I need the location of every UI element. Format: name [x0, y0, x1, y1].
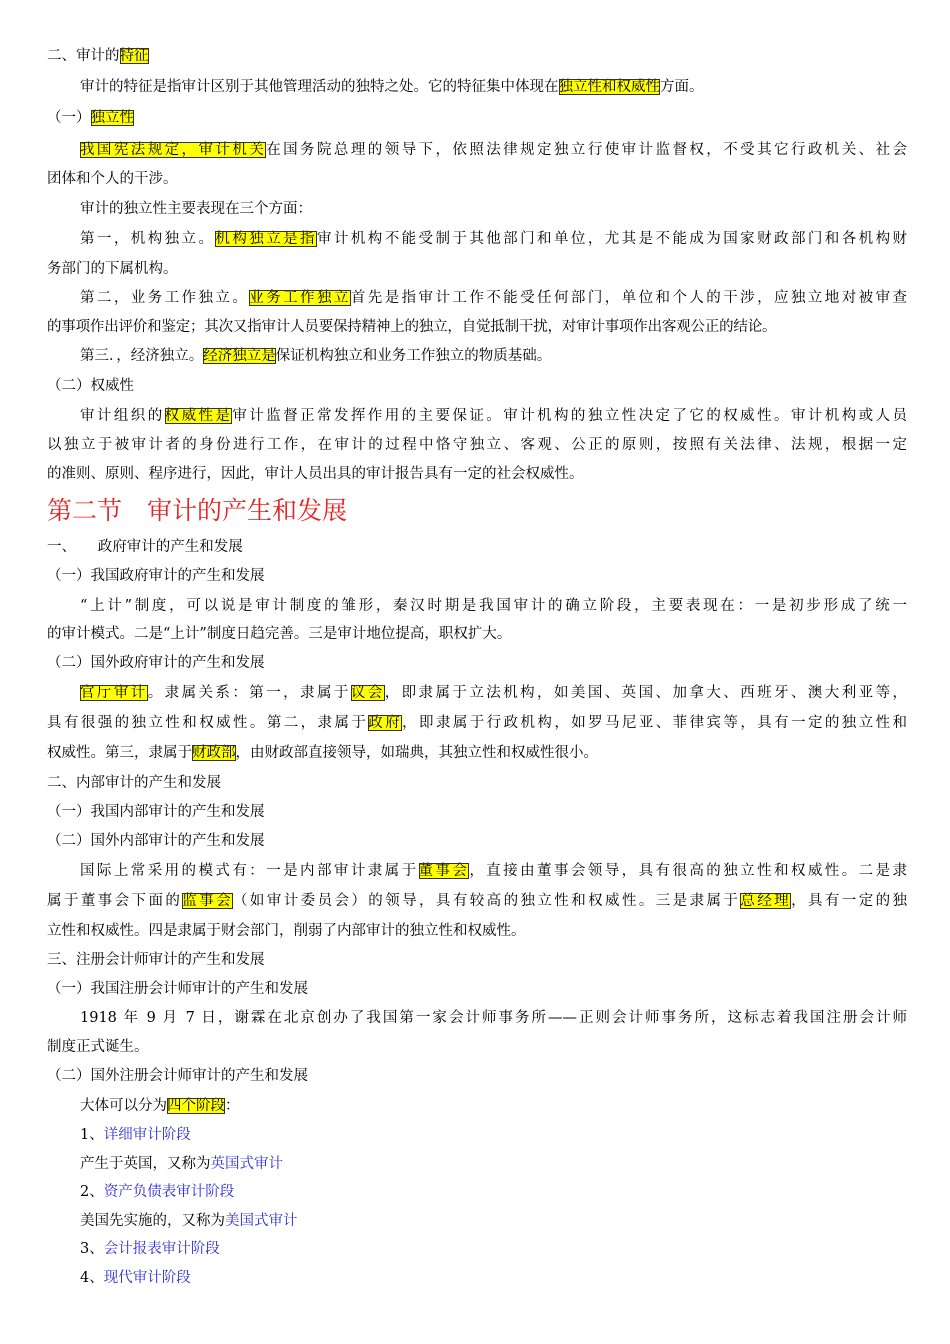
text: 制度正式诞生。 — [47, 1039, 149, 1055]
highlight: 经济独立是 — [203, 348, 276, 364]
paragraph — [80, 859, 907, 883]
text: 审计的独立性主要表现在三个方面： — [80, 201, 312, 217]
text: 1、 — [80, 1127, 104, 1143]
text: ： — [225, 1098, 240, 1114]
paragraph — [80, 344, 907, 368]
highlight: 官厅审计 — [80, 685, 148, 701]
text: 美国先实施的，又称为 — [80, 1213, 225, 1229]
paragraph — [80, 594, 907, 618]
heading-cpa-audit — [47, 948, 907, 972]
highlight: 议会 — [350, 685, 385, 701]
text: 的事项作出评价和鉴定；其次又指审计人员要保持精神上的独立，自觉抵制干扰，对审计事项作出客观公正的结论。 — [47, 319, 777, 335]
paragraph — [80, 1094, 907, 1118]
text: （二）权威性 — [47, 378, 134, 394]
text: 产生于英国，又称为 — [80, 1156, 211, 1172]
paragraph-line — [47, 257, 907, 281]
highlight: 总经理 — [740, 893, 792, 909]
text: （如审计委员会）的领导，具有较高的独立性和权威性。三是隶属于 — [233, 893, 741, 909]
text: （一） — [47, 110, 91, 126]
text: 的准则、原则、程序进行，因此，审计人员出具的审计报告具有一定的社会权威性。 — [47, 466, 584, 482]
highlight: 四个阶段 — [167, 1098, 225, 1114]
paragraph-line — [47, 889, 907, 913]
paragraph — [80, 404, 907, 428]
highlight: 独立性和权威性 — [558, 79, 660, 95]
highlight: 机构独立是指 — [215, 231, 317, 247]
paragraph-line — [47, 711, 907, 735]
text: ，由财政部直接领导，如瑞典，其独立性和权威性很小。 — [235, 745, 598, 761]
text: 4、 — [80, 1270, 104, 1286]
list-item — [80, 1266, 907, 1290]
paragraph — [80, 138, 907, 162]
subheading — [47, 1064, 907, 1088]
subheading — [47, 564, 907, 588]
text: （二）国外内部审计的产生和发展 — [47, 833, 265, 849]
text: 的审计模式。二是“上计”制度日趋完善。三是审计地位提高，职权扩大。 — [47, 626, 512, 642]
subheading-authority — [47, 374, 907, 398]
colored-text: 美国式审计 — [225, 1213, 298, 1229]
paragraph-line — [47, 167, 907, 191]
list-item-desc — [80, 1152, 907, 1176]
text: 。隶属关系：第一，隶属于 — [147, 685, 351, 701]
paragraph — [80, 227, 907, 251]
text: 2、 — [80, 1184, 104, 1200]
text: 方面。 — [660, 79, 704, 95]
text: 3、 — [80, 1241, 104, 1257]
list-item-desc — [80, 1209, 907, 1233]
text: 审计机构不能受制于其他部门和单位，尤其是不能成为国家财政部门和各机构财 — [316, 231, 907, 247]
highlight: 特征 — [119, 48, 149, 64]
list-item — [80, 1180, 907, 1204]
highlight: 财政部 — [192, 745, 236, 761]
text: ，即隶属于行政机构，如罗马尼亚、菲律宾等，具有一定的独立性和 — [402, 715, 907, 731]
paragraph-line — [47, 741, 907, 765]
text: 保证机构独立和业务工作独立的物质基础。 — [275, 348, 552, 364]
text: “上计”制度，可以说是审计制度的雏形，秦汉时期是我国审计的确立阶段，主要表现在：一是初步形成了统一 — [80, 598, 907, 614]
text: 具有很强的独立性和权威性。第二，隶属于 — [47, 715, 369, 731]
highlight: 业务工作独立 — [249, 290, 351, 306]
text: ，即隶属于立法机构，如美国、英国、加拿大、西班牙、澳大利亚等， — [384, 685, 907, 701]
colored-text: 英国式审计 — [210, 1156, 283, 1172]
text: （二）国外注册会计师审计的产生和发展 — [47, 1068, 308, 1084]
paragraph-line — [47, 315, 907, 339]
text: 大体可以分为 — [80, 1098, 167, 1114]
subheading — [47, 977, 907, 1001]
text: 二、内部审计的产生和发展 — [47, 775, 221, 791]
text: 1918 年 9 月 7 日，谢霖在北京创办了我国第一家会计师事务所——正则会计师事务所，这标志着我国注册会计师 — [80, 1010, 907, 1026]
text: 权威性。第三，隶属于 — [47, 745, 192, 761]
subheading — [47, 800, 907, 824]
text: ，具有一定的独 — [791, 893, 907, 909]
highlight: 独立性 — [90, 110, 134, 126]
heading-government-audit — [47, 535, 907, 559]
text: 第一，机构独立。 — [80, 231, 216, 247]
text: （一）我国政府审计的产生和发展 — [47, 568, 265, 584]
colored-text: 详细审计阶段 — [103, 1127, 191, 1143]
text: ，直接由董事会领导，具有很高的独立性和权威性。二是隶 — [469, 863, 907, 879]
text: 首先是指审计工作不能受任何部门，单位和个人的干涉，应独立地对被审查 — [350, 290, 907, 306]
highlight: 我国宪法规定，审计机关 — [80, 142, 267, 158]
paragraph-line — [47, 1035, 907, 1059]
paragraph-line — [47, 462, 907, 486]
paragraph — [80, 286, 907, 310]
subheading-independence — [47, 106, 907, 130]
paragraph — [80, 681, 907, 705]
section-title: 第二节 审计的产生和发展 — [47, 496, 348, 525]
text: 立性和权威性。四是隶属于财会部门，削弱了内部审计的独立性和权威性。 — [47, 923, 526, 939]
paragraph — [80, 1006, 907, 1030]
text: 审计组织的 — [80, 408, 165, 424]
highlight: 政府 — [368, 715, 403, 731]
text: 第二，业务工作独立。 — [80, 290, 250, 306]
text: 审计监督正常发挥作用的主要保证。审计机构的独立性决定了它的权威性。审计机构或人员 — [232, 408, 907, 424]
text: 二、审计的 — [47, 48, 120, 64]
paragraph-line — [47, 919, 907, 943]
list-item — [80, 1123, 907, 1147]
text: 属于董事会下面的 — [47, 893, 183, 909]
text: 第三．，经济独立。 — [80, 348, 204, 364]
text: 审计的特征是指审计区别于其他管理活动的独特之处。它的特征集中体现在 — [80, 79, 559, 95]
colored-text: 资产负债表审计阶段 — [103, 1184, 235, 1200]
text: 三、注册会计师审计的产生和发展 — [47, 952, 265, 968]
highlight: 权威性是 — [164, 408, 233, 424]
text: （二）国外政府审计的产生和发展 — [47, 655, 265, 671]
heading-features — [47, 44, 907, 68]
text: 团体和个人的干涉。 — [47, 171, 178, 187]
text: 在国务院总理的领导下，依照法律规定独立行使审计监督权，不受其它行政机关、社会 — [266, 142, 907, 158]
list-item — [80, 1237, 907, 1261]
paragraph-line — [47, 622, 907, 646]
paragraph — [80, 75, 907, 99]
heading-internal-audit — [47, 771, 907, 795]
highlight: 监事会 — [182, 893, 234, 909]
colored-text: 现代审计阶段 — [103, 1270, 191, 1286]
colored-text: 会计报表审计阶段 — [103, 1241, 220, 1257]
subheading — [47, 651, 907, 675]
text: 务部门的下属机构。 — [47, 261, 178, 277]
text: 以独立于被审计者的身份进行工作，在审计的过程中恪守独立、客观、公正的原则，按照有关法律、法规，根据一定 — [47, 437, 907, 453]
paragraph-line — [47, 433, 907, 457]
text: 一、 政府审计的产生和发展 — [47, 539, 243, 555]
text: （一）我国内部审计的产生和发展 — [47, 804, 265, 820]
subheading — [47, 829, 907, 853]
text: （一）我国注册会计师审计的产生和发展 — [47, 981, 308, 997]
paragraph — [80, 197, 907, 221]
highlight: 董事会 — [418, 863, 470, 879]
text: 国际上常采用的模式有：一是内部审计隶属于 — [80, 863, 419, 879]
